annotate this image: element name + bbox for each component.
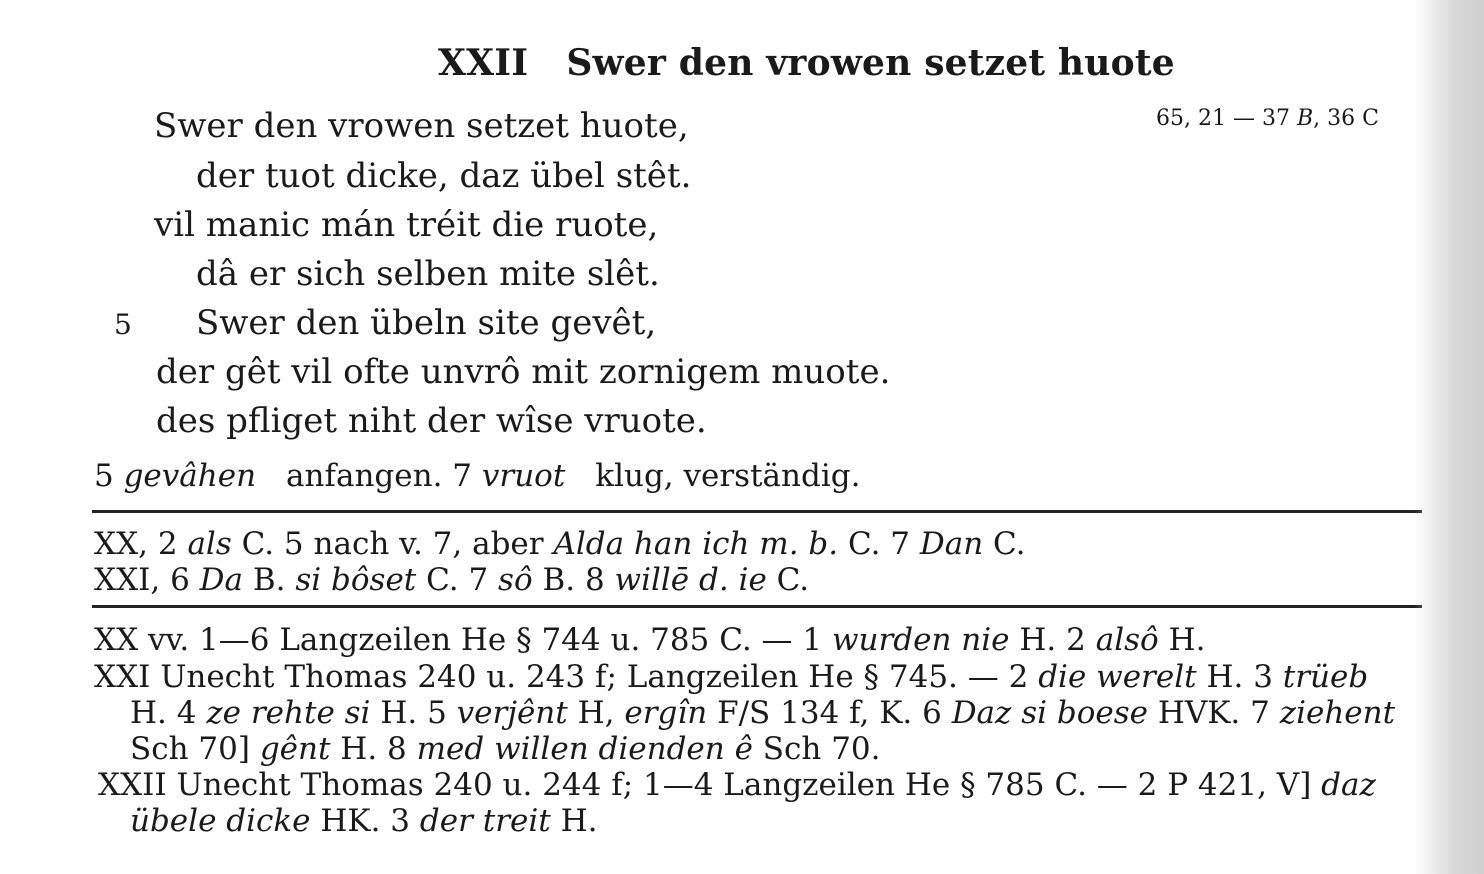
reference-manuscript-b: B xyxy=(1296,106,1314,131)
source-reference xyxy=(1156,106,1379,131)
note-text: HVK. 7 xyxy=(1148,695,1280,731)
poem-title xyxy=(438,42,1175,84)
verse-line-3: vil manic mán tréit die ruote, xyxy=(154,205,659,245)
note-text: H. 3 xyxy=(1196,659,1283,695)
apparatus-italic: als xyxy=(187,526,232,562)
note-italic: ergîn xyxy=(624,695,708,731)
verse-line-6: der gêt vil ofte unvrô mit zornigem muote. xyxy=(156,352,891,392)
note-italic: trüeb xyxy=(1282,659,1369,695)
note-text: Sch 70] xyxy=(130,731,260,767)
verse-line-1: Swer den vrowen setzet huote, xyxy=(154,106,689,146)
apparatus-italic: Da xyxy=(199,562,244,598)
apparatus-italic: si bôset xyxy=(295,562,417,598)
apparatus-text: B. 8 xyxy=(532,562,615,598)
note-italic: med willen dienden ê xyxy=(416,731,753,767)
gloss-word: vruot xyxy=(481,458,566,494)
note-italic: ze rehte si xyxy=(206,695,371,731)
note-text: H. 5 xyxy=(370,695,457,731)
page-edge-shadow xyxy=(1414,0,1484,874)
apparatus-text: C. 5 nach v. 7, aber xyxy=(231,526,554,562)
verse-line-4: dâ er sich selben mite slêt. xyxy=(196,254,660,294)
gloss-text: anfangen. 7 xyxy=(286,458,482,494)
note-line-1 xyxy=(94,622,1205,658)
poem-title-text: Swer den vrowen setzet huote xyxy=(566,42,1175,84)
note-text: F/S 134 f, K. 6 xyxy=(707,695,952,731)
note-italic: Daz si boese xyxy=(951,695,1148,731)
note-text: XXII Unecht Thomas 240 u. 244 f; 1—4 Langzeilen He § 785 C. — 2 P 421, V] xyxy=(98,767,1322,803)
apparatus-italic: sô xyxy=(498,562,533,598)
note-line-3 xyxy=(130,695,1395,731)
gloss-text: 5 xyxy=(94,458,124,494)
note-text: XXI Unecht Thomas 240 u. 243 f; Langzeilen He § 745. — 2 xyxy=(94,659,1039,695)
note-italic: alsô xyxy=(1095,622,1159,658)
apparatus-italic: Alda han ich m. b. xyxy=(553,526,839,562)
apparatus-text: C. xyxy=(766,562,810,598)
apparatus-text: XX, 2 xyxy=(94,526,188,562)
reference-suffix: , 36 C xyxy=(1313,106,1379,131)
note-italic: die werelt xyxy=(1038,659,1197,695)
note-text: XX vv. 1—6 Langzeilen He § 744 u. 785 C. — 1 xyxy=(94,622,832,658)
apparatus-text: XXI, 6 xyxy=(94,562,200,598)
note-italic: gênt xyxy=(259,731,331,767)
note-text: HK. 3 xyxy=(310,803,420,839)
apparatus-line-2 xyxy=(94,562,809,598)
apparatus-text: B. xyxy=(243,562,296,598)
note-italic: ziehent xyxy=(1279,695,1396,731)
note-line-4 xyxy=(130,731,881,767)
note-italic: der treit xyxy=(419,803,551,839)
note-italic: verjênt xyxy=(456,695,568,731)
note-line-6 xyxy=(130,803,597,839)
note-text: Sch 70. xyxy=(752,731,881,767)
reference-prefix: 65, 21 — 37 xyxy=(1156,106,1297,131)
apparatus-text: C. xyxy=(983,526,1026,562)
note-text: H. 8 xyxy=(330,731,417,767)
apparatus-text: C. 7 xyxy=(838,526,920,562)
verse-line-7: des pfliget niht der wîse vruote. xyxy=(156,401,707,441)
note-text: H. xyxy=(550,803,598,839)
note-text: H, xyxy=(567,695,625,731)
divider-rule xyxy=(92,605,1422,608)
note-line-2 xyxy=(94,659,1368,695)
note-text: H. xyxy=(1158,622,1206,658)
line-number-5: 5 xyxy=(114,308,132,341)
note-line-5 xyxy=(98,767,1376,803)
apparatus-line-1 xyxy=(94,526,1026,562)
apparatus-italic: Dan xyxy=(919,526,984,562)
note-italic: übele dicke xyxy=(130,803,311,839)
apparatus-text: C. 7 xyxy=(416,562,499,598)
divider-rule xyxy=(92,510,1422,513)
gloss-line xyxy=(94,458,860,494)
verse-line-5: Swer den übeln site gevêt, xyxy=(196,303,657,343)
verse-line-2: der tuot dicke, daz übel stêt. xyxy=(196,156,692,196)
gloss-text: klug, verständig. xyxy=(595,458,861,494)
note-italic: wurden nie xyxy=(831,622,1010,658)
gloss-word: gevâhen xyxy=(123,458,257,494)
note-text: H. 4 xyxy=(130,695,207,731)
note-italic: daz xyxy=(1321,767,1376,803)
apparatus-italic: willē d. ie xyxy=(614,562,767,598)
poem-number: XXII xyxy=(438,42,529,84)
note-text: H. 2 xyxy=(1009,622,1096,658)
